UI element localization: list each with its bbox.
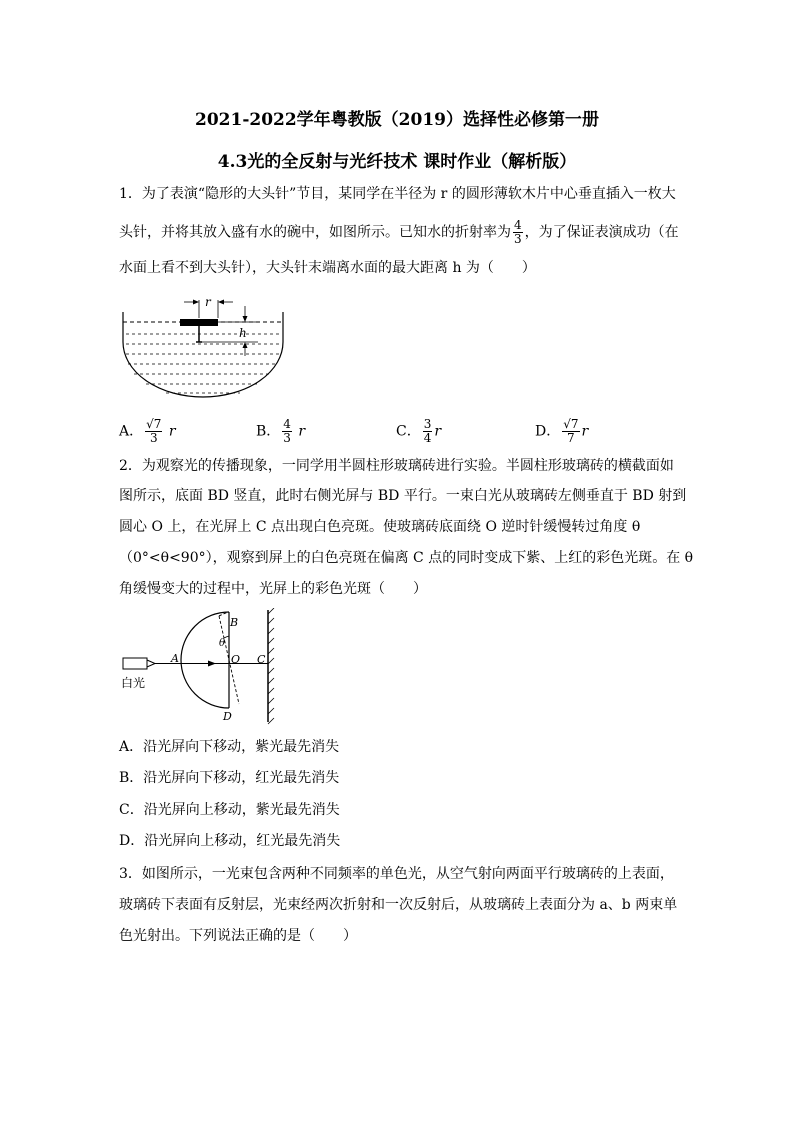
q2-option-a[interactable]: A．沿光屏向下移动，紫光最先消失 [119,739,340,755]
q1-option-c[interactable]: C． $\frac{3}{4}$ r [396,417,442,445]
q2-line3: 圆心 O 上，在光屏上 C 点出现白色亮斑。使玻璃砖底面绕 O 逆时针缓慢转过角度 θ [119,519,641,535]
q3-line2: 玻璃砖下表面有反射层，光束经两次折射和一次反射后，从玻璃砖上表面分为 a、b 两束单 [119,897,678,913]
q2-option-c[interactable]: C．沿光屏向上移动，紫光最先消失 [119,802,340,818]
q2-fig-c-label: C [257,653,266,666]
cork-disk [180,319,218,326]
q2-line2: 图所示，底面 BD 竖直，此时右侧光屏与 BD 平行。一束白光从玻璃砖左侧垂直于 BD 射到 [119,488,687,504]
q1-option-a[interactable]: A． $\frac{√7}{3}$ r [119,417,176,445]
q1-line2-start: 头针，并将其放入盛有水的碗中，如图所示。已知水的折射率为 [119,224,511,241]
q2-fig-b-label: B [230,616,239,629]
q1-bowl-figure [118,292,288,404]
q2-option-b[interactable]: B．沿光屏向下移动，红光最先消失 [119,770,340,786]
q1-line2 [119,219,679,246]
q2-fig-a-label: A [171,652,179,665]
q1-fig-r-label: r [205,295,211,309]
q1-option-d[interactable]: D． $\frac{√7}{7}$ r [535,417,589,445]
q3-line3: 色光射出。下列说法正确的是（ ） [119,928,357,944]
q2-fig-d-label: D [223,710,232,723]
q2-glass-figure [118,608,288,726]
q2-line4: （0°<θ<90°），观察到屏上的白色亮斑在偏离 C 点的同时变成下紫、上红的彩色光斑。在 θ [119,550,694,566]
doc-title-line1: 2021-2022学年粤教版（2019）选择性必修第一册 [195,110,599,130]
q2-line5: 角缓慢变大的过程中，光屏上的彩色光斑（ ） [119,581,427,597]
q1-line2-end: ，为了保证表演成功（在 [524,224,679,241]
q1-line1: 1．为了表演“隐形的大头针”节目，某同学在半径为 r 的圆形薄软木片中心垂直插入一枚大 [119,186,676,202]
q2-fig-source-label: 白光 [121,676,146,690]
q2-option-d[interactable]: D．沿光屏向上移动，红光最先消失 [119,833,341,849]
q2-line1: 2．为观察光的传播现象，一同学用半圆柱形玻璃砖进行实验。半圆柱形玻璃砖的横截面如 [119,458,674,474]
q1-line3: 水面上看不到大头针），大头针末端离水面的最大距离 h 为（ ） [119,260,536,276]
q1-option-b[interactable]: B． $\frac{4}{3}$ r [256,417,306,445]
q2-fig-theta-label: θ [219,638,226,649]
q3-line1: 3．如图所示，一光束包含两种不同频率的单色光，从空气射向两面平行玻璃砖的上表面， [119,866,674,882]
q1-refractive-index: $\frac{4}{3}$ [514,218,522,246]
doc-title-line2: 4.3光的全反射与光纤技术 课时作业（解析版） [217,152,577,172]
q2-fig-o-label: O [231,653,241,666]
light-source-box [123,658,147,669]
q1-fig-h-label: h [239,326,247,340]
